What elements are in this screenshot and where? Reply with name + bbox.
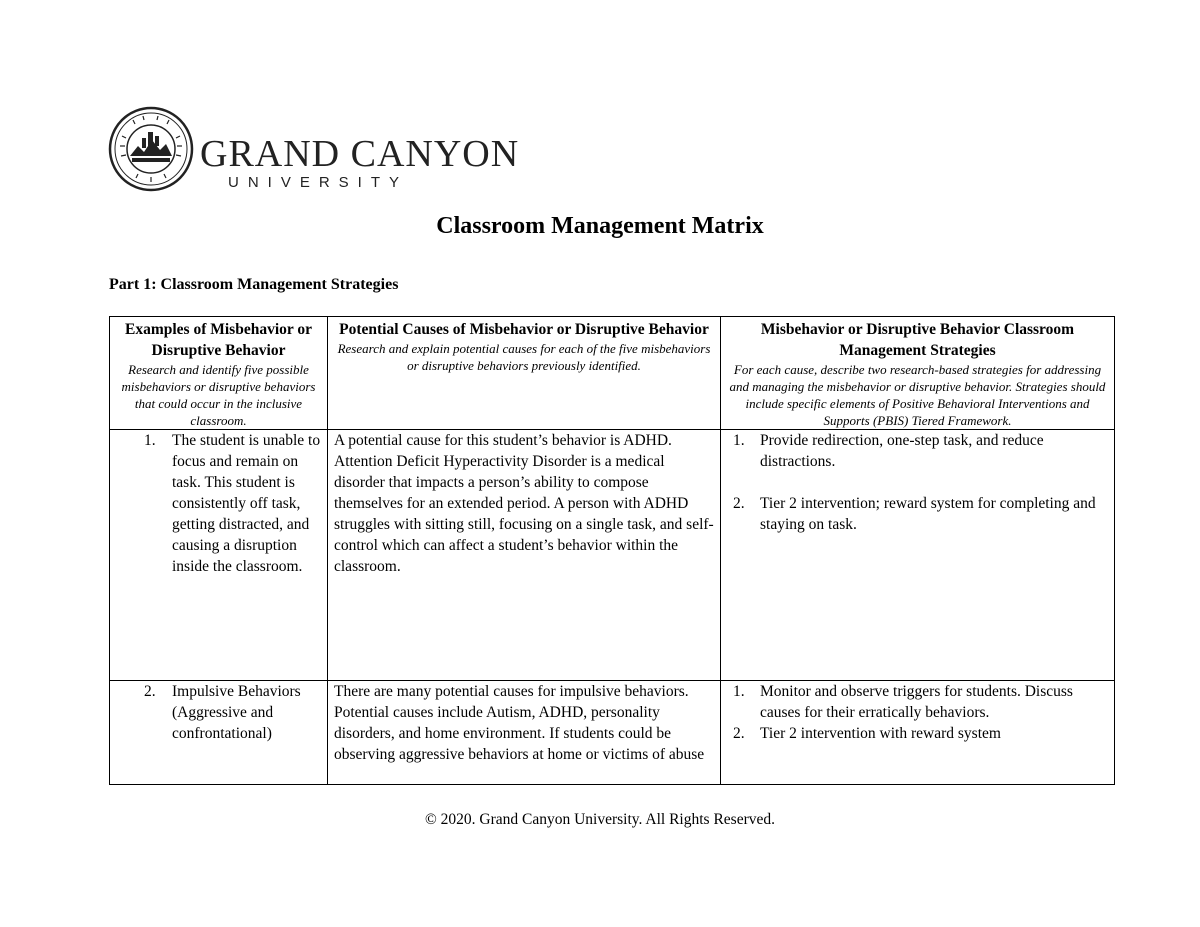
table-row — [110, 681, 1115, 785]
cause-cell — [328, 681, 721, 785]
strategy-item — [727, 493, 1108, 535]
header-behavior — [110, 317, 328, 430]
university-logo — [108, 106, 520, 192]
behavior-cell — [110, 681, 328, 785]
header-title: Misbehavior or Disruptive Behavior Classroom Management Strategies — [760, 321, 1075, 359]
behavior-text: Impulsive Behaviors (Aggressive and confrontational) — [172, 683, 301, 742]
behavior-number: 2. — [144, 683, 156, 700]
behavior-number: 1. — [144, 432, 156, 449]
cause-text: A potential cause for this student’s behavior is ADHD. Attention Deficit Hyperactivity Disorder is a medical disorder that impacts a person’s ability to compose themselves for an extended period. A person with ADHD struggles with sitting still, focusing on a single task, and self-control which can affect a student’s behavior within the classroom. — [334, 432, 714, 575]
cause-cell — [328, 430, 721, 681]
copyright-footer: © 2020. Grand Canyon University. All Rights Reserved. — [424, 811, 775, 828]
header-row — [110, 317, 1115, 430]
cause-text: There are many potential causes for impulsive behaviors. Potential causes include Autism, ADHD, personality disorders, and home environment. If students could be observing aggressive behaviors at home or victims of abuse — [334, 683, 705, 763]
strategy-text: Tier 2 intervention with reward system — [760, 725, 1001, 742]
table-row — [110, 430, 1115, 681]
behavior-cell — [110, 430, 328, 681]
strategies-cell — [721, 681, 1115, 785]
strategy-number: 1. — [733, 683, 745, 700]
header-instructions: Research and explain potential causes for each of the five misbehaviors or disruptive behaviors previously identified. — [337, 341, 711, 373]
part-title: Part 1: Classroom Management Strategies — [109, 276, 399, 293]
university-wordmark — [200, 134, 519, 192]
strategy-text: Provide redirection, one-step task, and reduce distractions. — [760, 432, 1044, 470]
header-causes — [328, 317, 721, 430]
header-instructions: Research and identify five possible misbehaviors or disruptive behaviors that could occur in the inclusive classroom. — [121, 362, 316, 428]
wordmark-name: GRAND CANYON — [200, 133, 520, 175]
strategy-text: Monitor and observe triggers for students. Discuss causes for their erratically behaviors. — [760, 683, 1073, 721]
strategy-item — [727, 723, 1108, 744]
strategy-text: Tier 2 intervention; reward system for completing and staying on task. — [760, 495, 1096, 533]
header-title: Examples of Misbehavior or Disruptive Behavior — [125, 321, 312, 359]
strategy-spacer — [727, 472, 1108, 493]
document-title: Classroom Management Matrix — [436, 213, 764, 239]
strategy-item — [727, 430, 1108, 472]
wordmark-subline: UNIVERSITY — [228, 174, 409, 191]
header-instructions: For each cause, describe two research-based strategies for addressing and managing the misbehavior or disruptive behavior. Strategies should include specific elements of Positive Behavioral Interventions and Supports (PBIS) Tiered Framework. — [729, 362, 1106, 428]
header-strategies — [721, 317, 1115, 430]
classroom-management-matrix — [109, 316, 1115, 785]
strategy-item — [727, 681, 1108, 723]
strategy-number: 2. — [733, 725, 745, 742]
strategy-number: 1. — [733, 432, 745, 449]
header-title: Potential Causes of Misbehavior or Disruptive Behavior — [339, 321, 709, 338]
behavior-text: The student is unable to focus and remain on task. This student is consistently off task, getting distracted, and causing a disruption inside the classroom. — [172, 432, 321, 575]
university-seal-icon — [108, 106, 194, 192]
strategy-number: 2. — [733, 495, 745, 512]
strategies-cell — [721, 430, 1115, 681]
